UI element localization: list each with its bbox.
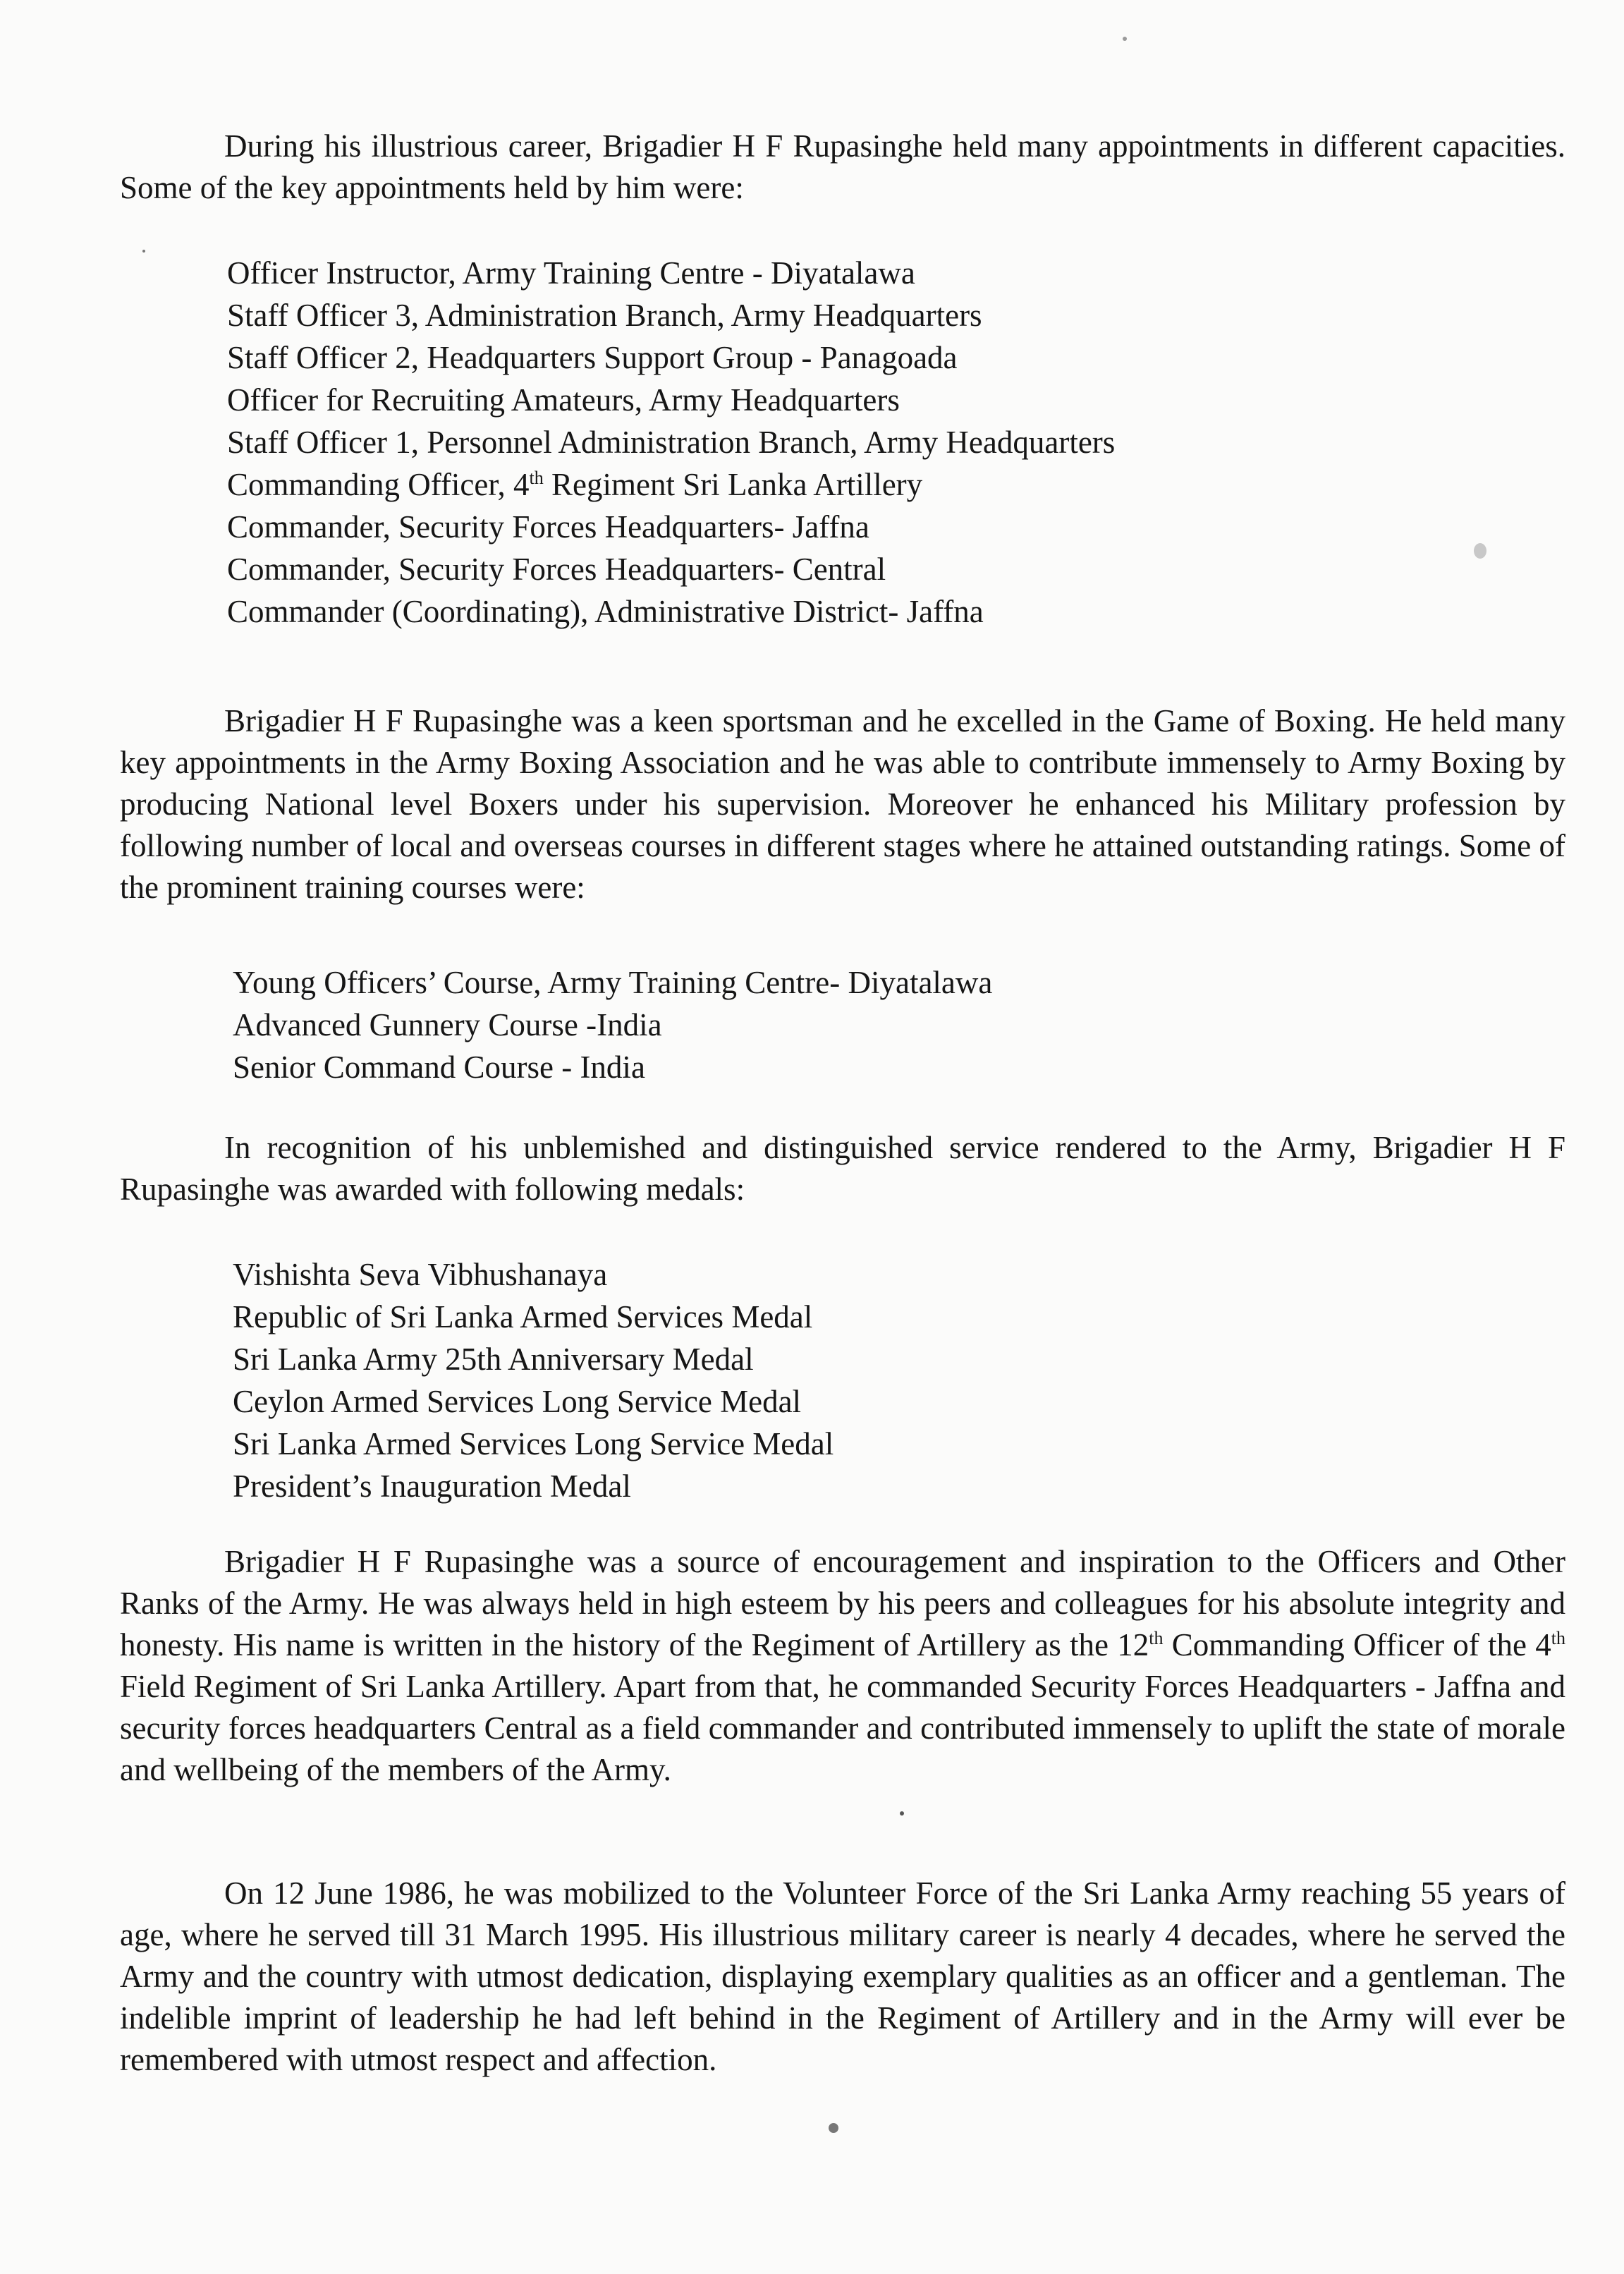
scan-speck — [142, 250, 145, 253]
appointment-item: Commander, Security Forces Headquarters- Central — [227, 552, 886, 587]
scan-speck — [1123, 37, 1127, 41]
appointment-item: Commander (Coordinating), Administrative District- Jaffna — [227, 594, 984, 629]
tribute-paragraph-block — [120, 1541, 1565, 1791]
course-item: Advanced Gunnery Course -India — [233, 1007, 662, 1042]
intro-paragraph: During his illustrious career, Brigadier H F Rupasinghe held many appointments in different capacities. Some of the key appointments held by him were: — [120, 128, 1565, 205]
course-item: Young Officers’ Course, Army Training Centre- Diyatalawa — [233, 965, 993, 1000]
course-item: Senior Command Course - India — [233, 1050, 645, 1085]
appointment-item: Officer for Recruiting Amateurs, Army Headquarters — [227, 382, 900, 418]
medal-item: Ceylon Armed Services Long Service Medal — [233, 1384, 802, 1419]
appointment-item: Staff Officer 3, Administration Branch, Army Headquarters — [227, 298, 982, 333]
appointment-item: Commanding Officer, 4th Regiment Sri Lanka Artillery — [227, 467, 923, 502]
medals-list — [233, 1253, 834, 1507]
medal-item: Republic of Sri Lanka Armed Services Medal — [233, 1299, 813, 1334]
intro-paragraph-block — [120, 126, 1565, 209]
appointment-item: Officer Instructor, Army Training Centre - Diyatalawa — [227, 255, 915, 291]
scan-speck — [900, 1811, 904, 1816]
sports-paragraph: Brigadier H F Rupasinghe was a keen sportsman and he excelled in the Game of Boxing. He held many key appointments in the Army Boxing Association and he was able to contribute immensely to Army Boxing by producing National level Boxers under his supervision. Moreover he enhanced his Military profession by following number of local and overseas courses in different stages where he attained outstanding ratings. Some of the prominent training courses were: — [120, 703, 1565, 905]
sports-paragraph-block — [120, 700, 1565, 908]
medal-item: Sri Lanka Army 25th Anniversary Medal — [233, 1342, 754, 1377]
medals-intro-block — [120, 1127, 1565, 1210]
courses-list — [233, 961, 992, 1088]
appointment-item: Staff Officer 1, Personnel Administration Branch, Army Headquarters — [227, 425, 1116, 460]
tribute-paragraph: Brigadier H F Rupasinghe was a source of encouragement and inspiration to the Officers and Other Ranks of the Army. He was always held in high esteem by his peers and colleagues for his absolute integrity and honesty. His name is written in the history of the Regiment of Artillery as the 12th Commanding Officer of the 4th Field Regiment of Sri Lanka Artillery. Apart from that, he commanded Security Forces Headquarters - Jaffna and security forces headquarters Central as a field commander and contributed immensely to uplift the state of morale and wellbeing of the members of the Army. — [120, 1544, 1565, 1787]
medal-item: Vishishta Seva Vibhushanaya — [233, 1257, 608, 1292]
appointments-list — [227, 252, 1115, 633]
appointment-item: Commander, Security Forces Headquarters- Jaffna — [227, 509, 869, 545]
scan-speck — [1474, 543, 1486, 559]
appointment-item: Staff Officer 2, Headquarters Support Group - Panagoada — [227, 340, 958, 375]
medal-item: President’s Inauguration Medal — [233, 1469, 631, 1504]
closing-paragraph-block — [120, 1873, 1565, 2081]
scan-speck — [829, 2123, 838, 2133]
closing-paragraph: On 12 June 1986, he was mobilized to the Volunteer Force of the Sri Lanka Army reaching 55 years of age, where he served till 31 March 1995. His illustrious military career is nearly 4 decades, where he served the Army and the country with utmost dedication, displaying exemplary qualities as an officer and a gentleman. The indelible imprint of leadership he had left behind in the Regiment of Artillery and in the Army will ever be remembered with utmost respect and affection. — [120, 1875, 1565, 2077]
medal-item: Sri Lanka Armed Services Long Service Medal — [233, 1426, 834, 1461]
medals-intro-paragraph: In recognition of his unblemished and distinguished service rendered to the Army, Brigadier H F Rupasinghe was awarded with following medals: — [120, 1130, 1565, 1207]
